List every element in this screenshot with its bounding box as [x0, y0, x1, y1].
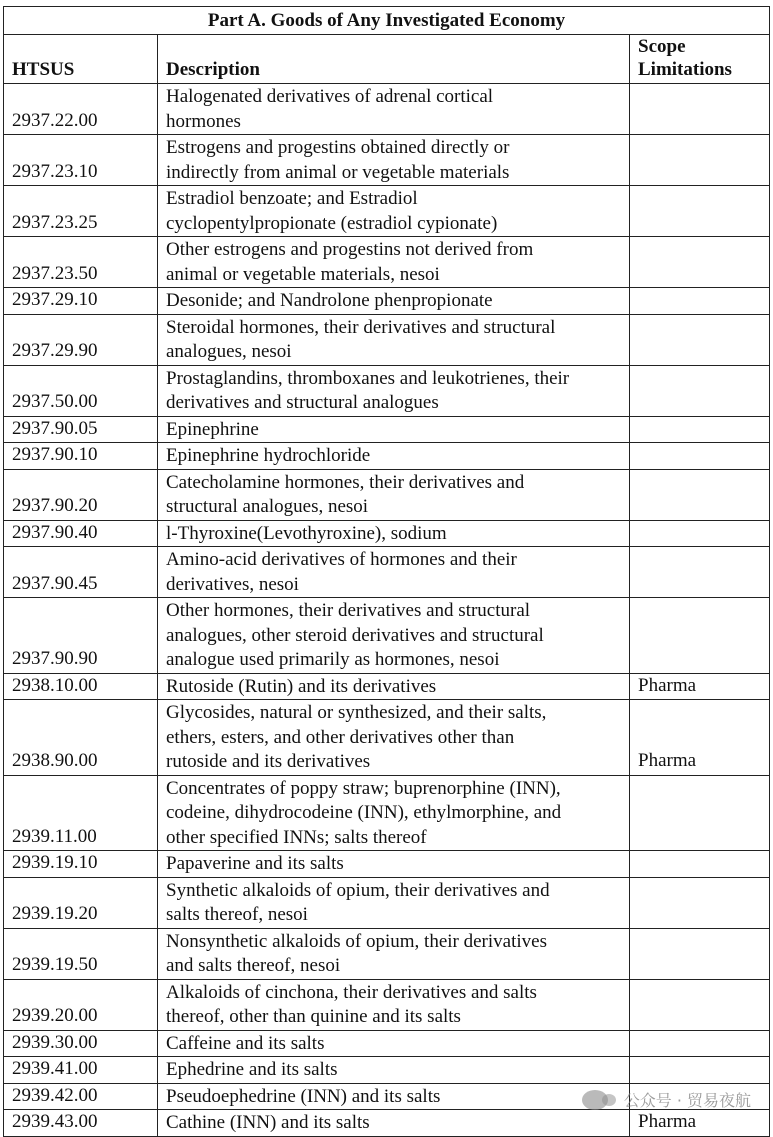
watermark-text: 公众号 · 贸易夜航 — [623, 1091, 751, 1110]
description-cell — [158, 598, 630, 674]
description-line: other specified INNs; salts thereof — [166, 826, 427, 848]
description-line: animal or vegetable materials, nesoi — [166, 263, 440, 285]
scope-limitation — [630, 979, 770, 1030]
description-line: Halogenated derivatives of adrenal cortical — [166, 86, 494, 107]
description-line: structural analogues, nesoi — [166, 496, 369, 517]
description-line: Estradiol benzoate; and Estradiol — [166, 188, 418, 209]
description-cell — [158, 237, 630, 288]
description-line: Steroidal hormones, their derivatives and structural — [166, 316, 556, 338]
scope-limitation — [630, 365, 770, 416]
scope-limitation — [630, 288, 770, 315]
scope-limitation — [630, 520, 770, 547]
table-row — [4, 775, 770, 851]
scope-limitation: Pharma — [630, 700, 770, 776]
htsus-code: 2937.90.45 — [4, 547, 158, 598]
description-line: cyclopentylpropionate (estradiol cypionate) — [166, 212, 498, 234]
description-line: Other estrogens and progestins not derived from — [166, 239, 534, 260]
table-row — [4, 979, 770, 1030]
description-cell — [158, 775, 630, 851]
description-line: Estrogens and progestins obtained directly or — [166, 137, 510, 158]
htsus-code: 2939.19.20 — [4, 877, 158, 928]
description-cell — [158, 84, 630, 135]
table-row — [4, 314, 770, 365]
scope-limitation — [630, 186, 770, 237]
htsus-code: 2937.29.90 — [4, 314, 158, 365]
description-line: Papaverine and its salts — [166, 853, 344, 874]
description-cell — [158, 1083, 630, 1110]
htsus-code: 2937.90.10 — [4, 443, 158, 470]
description-cell — [158, 469, 630, 520]
table-row — [4, 520, 770, 547]
description-line: Pseudoephedrine (INN) and its salts — [166, 1085, 441, 1107]
description-cell — [158, 520, 630, 547]
description-cell — [158, 416, 630, 443]
table-row — [4, 186, 770, 237]
description-line: Rutoside (Rutin) and its derivatives — [166, 675, 437, 697]
htsus-code: 2937.90.20 — [4, 469, 158, 520]
description-line: Concentrates of poppy straw; buprenorphine (INN), — [166, 777, 561, 799]
htsus-code: 2939.41.00 — [4, 1057, 158, 1084]
scope-limitation — [630, 851, 770, 878]
description-cell — [158, 928, 630, 979]
scope-limitation: Pharma — [630, 1110, 770, 1137]
htsus-code: 2939.43.00 — [4, 1110, 158, 1137]
htsus-code: 2938.10.00 — [4, 673, 158, 700]
description-line: rutoside and its derivatives — [166, 751, 371, 772]
table-row — [4, 700, 770, 776]
scope-limitation — [630, 469, 770, 520]
scope-limitation — [630, 877, 770, 928]
table-row — [4, 851, 770, 878]
header-scope-line1: Scope — [638, 36, 686, 57]
description-line: indirectly from animal or vegetable materials — [166, 161, 510, 183]
description-line: thereof, other than quinine and its salts — [166, 1006, 461, 1027]
description-cell — [158, 186, 630, 237]
scope-limitation — [630, 237, 770, 288]
description-line: Desonide; and Nandrolone phenpropionate — [166, 290, 493, 311]
description-cell — [158, 314, 630, 365]
htsus-code: 2937.90.40 — [4, 520, 158, 547]
table-row — [4, 1057, 770, 1084]
scope-limitation — [630, 135, 770, 186]
htsus-code: 2937.22.00 — [4, 84, 158, 135]
description-line: Caffeine and its salts — [166, 1032, 325, 1054]
description-cell — [158, 1110, 630, 1137]
table-title: Part A. Goods of Any Investigated Economy — [4, 7, 770, 35]
description-line: analogue used primarily as hormones, nesoi — [166, 649, 500, 670]
description-line: Alkaloids of cinchona, their derivatives and salts — [166, 981, 537, 1003]
description-line: Ephedrine and its salts — [166, 1059, 338, 1080]
table-row — [4, 365, 770, 416]
htsus-code: 2938.90.00 — [4, 700, 158, 776]
description-line: l-Thyroxine(Levothyroxine), sodium — [166, 522, 447, 544]
description-line: Glycosides, natural or synthesized, and their salts, — [166, 702, 547, 723]
table-row — [4, 598, 770, 674]
description-cell — [158, 365, 630, 416]
scope-limitation — [630, 1057, 770, 1084]
table-row — [4, 288, 770, 315]
table-row — [4, 84, 770, 135]
htsus-code: 2939.19.50 — [4, 928, 158, 979]
scope-limitation — [630, 84, 770, 135]
watermark — [582, 1088, 751, 1111]
description-line: Synthetic alkaloids of opium, their derivatives and — [166, 879, 550, 901]
description-cell — [158, 547, 630, 598]
scope-limitation — [630, 928, 770, 979]
description-cell — [158, 877, 630, 928]
table-row — [4, 1030, 770, 1057]
table-row — [4, 877, 770, 928]
htsus-code: 2937.29.10 — [4, 288, 158, 315]
wechat-icon — [582, 1090, 608, 1110]
scope-limitation — [630, 547, 770, 598]
description-line: salts thereof, nesoi — [166, 904, 308, 925]
table-row — [4, 928, 770, 979]
description-line: hormones — [166, 110, 241, 132]
table-row — [4, 1110, 770, 1137]
description-line: Prostaglandins, thromboxanes and leukotrienes, their — [166, 367, 570, 389]
description-cell — [158, 1030, 630, 1057]
table-header-row — [4, 35, 770, 84]
table-row — [4, 237, 770, 288]
table-row — [4, 416, 770, 443]
table-row — [4, 469, 770, 520]
htsus-code: 2939.20.00 — [4, 979, 158, 1030]
htsus-code: 2937.90.90 — [4, 598, 158, 674]
header-description: Description — [158, 35, 630, 84]
description-cell — [158, 1057, 630, 1084]
description-cell — [158, 979, 630, 1030]
description-line: derivatives and structural analogues — [166, 392, 439, 413]
description-line: derivatives, nesoi — [166, 573, 299, 595]
table-row — [4, 673, 770, 700]
table-body — [4, 84, 770, 1137]
scope-limitation — [630, 775, 770, 851]
description-line: Amino-acid derivatives of hormones and their — [166, 549, 517, 570]
htsus-code: 2937.23.25 — [4, 186, 158, 237]
scope-limitation — [630, 314, 770, 365]
htsus-code: 2939.19.10 — [4, 851, 158, 878]
htsus-code: 2937.23.50 — [4, 237, 158, 288]
scope-limitation — [630, 598, 770, 674]
description-cell — [158, 700, 630, 776]
description-cell — [158, 135, 630, 186]
description-line: analogues, other steroid derivatives and structural — [166, 624, 544, 646]
scope-limitation: Pharma — [630, 673, 770, 700]
description-line: and salts thereof, nesoi — [166, 955, 341, 976]
document-page — [3, 6, 769, 1137]
description-line: Catecholamine hormones, their derivatives and — [166, 471, 525, 493]
scope-limitation — [630, 1030, 770, 1057]
description-cell — [158, 288, 630, 315]
description-line: Epinephrine hydrochloride — [166, 445, 371, 466]
description-cell — [158, 851, 630, 878]
description-line: Epinephrine — [166, 418, 259, 440]
description-line: Nonsynthetic alkaloids of opium, their derivatives — [166, 930, 547, 952]
table-row — [4, 135, 770, 186]
table-row — [4, 547, 770, 598]
table-row — [4, 443, 770, 470]
table-title-row — [4, 7, 770, 35]
htsus-code: 2937.23.10 — [4, 135, 158, 186]
description-line: codeine, dihydrocodeine (INN), ethylmorphine, and — [166, 802, 562, 823]
description-cell — [158, 443, 630, 470]
htsus-code: 2937.90.05 — [4, 416, 158, 443]
description-line: analogues, nesoi — [166, 341, 292, 362]
htsus-code: 2937.50.00 — [4, 365, 158, 416]
htsus-code: 2939.42.00 — [4, 1083, 158, 1110]
goods-table — [3, 6, 770, 1137]
description-cell — [158, 673, 630, 700]
header-scope-line2: Limitations — [638, 59, 732, 80]
header-scope-limitations — [630, 35, 770, 84]
header-htsus: HTSUS — [4, 35, 158, 84]
description-line: ethers, esters, and other derivatives other than — [166, 726, 515, 748]
htsus-code: 2939.11.00 — [4, 775, 158, 851]
htsus-code: 2939.30.00 — [4, 1030, 158, 1057]
description-line: Other hormones, their derivatives and structural — [166, 600, 531, 621]
scope-limitation — [630, 443, 770, 470]
description-line: Cathine (INN) and its salts — [166, 1112, 370, 1133]
scope-limitation — [630, 416, 770, 443]
